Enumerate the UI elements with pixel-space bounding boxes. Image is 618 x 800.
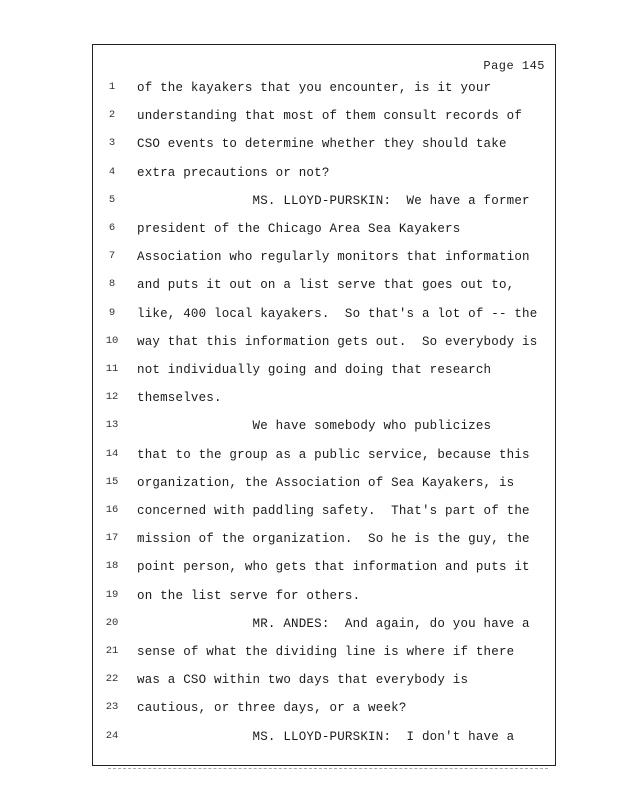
transcript-line [93,81,555,109]
line-text: like, 400 local kayakers. So that's a lot of -- the [137,306,538,321]
line-text: president of the Chicago Area Sea Kayakers [137,222,461,236]
line-text: and puts it out on a list serve that goes out to, [137,278,515,293]
transcript-line [93,109,555,137]
line-text: point person, who gets that information and puts it [137,560,530,575]
transcript-line [93,278,555,306]
line-text: organization, the Association of Sea Kayakers, is [137,475,515,490]
line-number: 1 [108,81,116,93]
line-text: not individually going and doing that research [137,363,492,377]
line-number: 7 [108,250,116,263]
line-number: 17 [105,532,119,545]
transcript-line [93,730,555,758]
line-number: 14 [105,447,119,460]
transcript-line [93,673,555,701]
transcript-page [92,44,556,766]
line-number: 8 [108,278,116,291]
transcript-line [93,250,555,278]
line-number: 23 [105,701,119,714]
line-text: MS. LLOYD-PURSKIN: We have a former [137,193,530,208]
line-text: MR. ANDES: And again, do you have a [137,616,530,631]
transcript-line [93,645,555,673]
line-number: 6 [108,222,116,234]
transcript-line [93,335,555,363]
line-text: We have somebody who publicizes [137,419,492,434]
transcript-line [93,194,555,222]
line-number: 15 [105,475,119,488]
line-text: themselves. [137,391,222,406]
line-number: 9 [108,306,116,319]
line-text: Association who regularly monitors that information [137,250,530,265]
line-text: was a CSO within two days that everybody is [137,673,469,688]
page-number: Page 145 [483,59,545,73]
line-number: 10 [105,334,119,347]
line-number: 22 [105,673,119,686]
line-text: way that this information gets out. So everybody is [137,334,538,349]
line-text: sense of what the dividing line is where if there [137,645,515,659]
line-number: 19 [105,588,119,601]
transcript-line [93,617,555,645]
transcript-line [93,701,555,729]
line-text: extra precautions or not? [137,165,330,180]
line-number: 4 [108,165,116,178]
transcript-line [93,391,555,419]
transcript-line [93,419,555,447]
line-number: 18 [105,560,119,573]
line-text: that to the group as a public service, because this [137,447,530,462]
line-number: 16 [105,504,119,516]
line-number: 20 [105,616,119,629]
line-text: mission of the organization. So he is the guy, the [137,532,530,547]
transcript-line [93,166,555,194]
transcript-line [93,504,555,532]
transcript-line [93,448,555,476]
line-number: 24 [105,729,119,742]
line-text: on the list serve for others. [137,588,361,603]
line-number: 3 [108,137,116,150]
line-number: 12 [105,391,119,404]
line-number: 5 [108,193,116,206]
line-number: 11 [105,363,119,375]
transcript-line [93,363,555,391]
transcript-line [93,532,555,560]
transcript-line [93,476,555,504]
line-text: of the kayakers that you encounter, is it your [137,81,492,95]
line-number: 2 [108,109,116,122]
line-text: cautious, or three days, or a week? [137,701,407,716]
line-text: understanding that most of them consult records of [137,109,523,124]
line-text: CSO events to determine whether they should take [137,137,507,152]
line-text: MS. LLOYD-PURSKIN: I don't have a [137,729,515,744]
transcript-line [93,560,555,588]
transcript-line [93,137,555,165]
line-text: concerned with paddling safety. That's part of the [137,504,530,518]
line-number: 21 [105,645,119,657]
footer-rule [108,768,548,773]
transcript-line [93,589,555,617]
transcript-line [93,222,555,250]
transcript-line [93,307,555,335]
line-number: 13 [105,419,119,432]
